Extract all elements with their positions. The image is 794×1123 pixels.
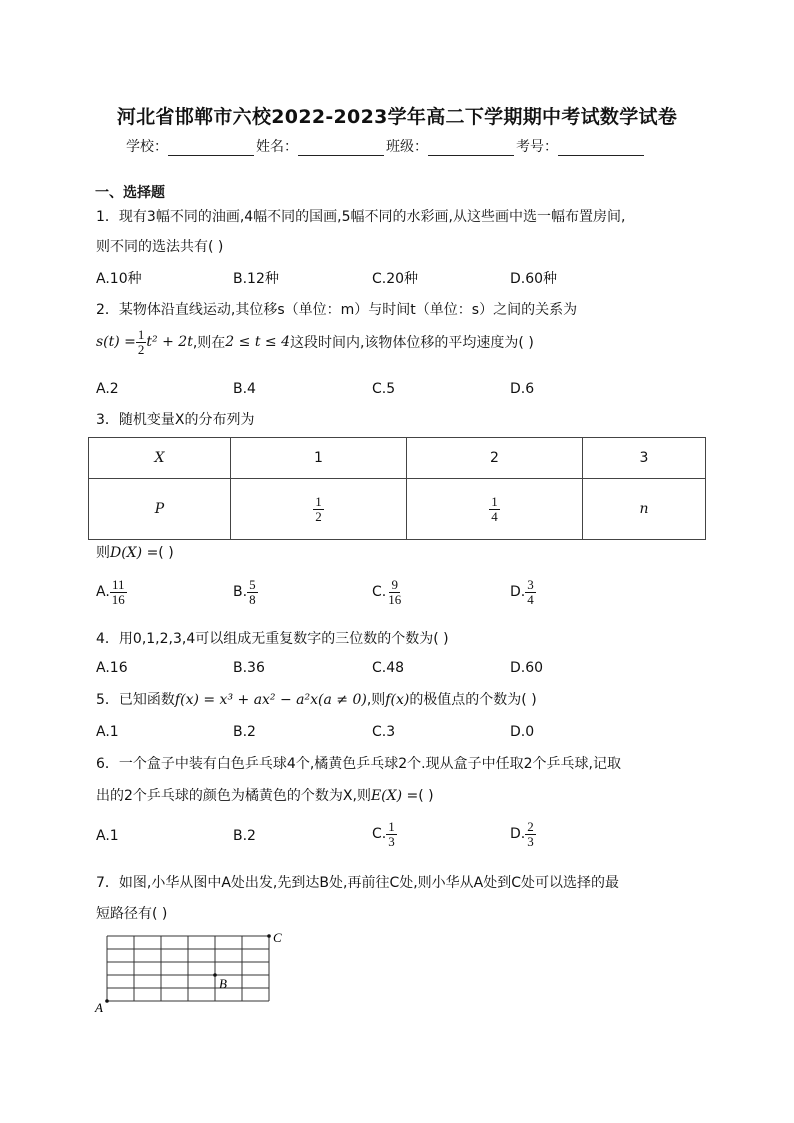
grid-lines [107, 936, 269, 1001]
q3-ask-prefix: 则 [96, 545, 110, 561]
q5-fx: f(x) [385, 692, 410, 708]
q6-option-c [372, 820, 397, 848]
table-row [89, 438, 706, 479]
fraction-numerator: 9 [391, 577, 398, 592]
q5-option-a: A.1 [96, 724, 119, 740]
q5-prefix: 5．已知函数 [96, 692, 175, 708]
p2-fraction [489, 495, 500, 523]
q2-formula-fraction [136, 328, 147, 356]
number-label: 考号： [516, 139, 558, 155]
q5-formula: f(x) = x³ + ax² − a²x(a ≠ 0) [174, 692, 367, 708]
option-letter: D. [510, 826, 526, 843]
q2-option-d: D.6 [510, 381, 535, 397]
q2-formula-prefix: s(t) = [96, 334, 136, 351]
p1-fraction [313, 495, 324, 523]
number-blank [558, 141, 644, 156]
fraction-denominator: 16 [388, 591, 402, 607]
q3-option-c [372, 578, 403, 606]
exam-title: 河北省邯郸市六校2022-2023学年高二下学期期中考试数学试卷 [116, 106, 678, 128]
fraction-denominator: 3 [388, 833, 395, 849]
q2-text-end: 这段时间内,该物体位移的平均速度为( ) [289, 335, 534, 352]
option-fraction [386, 820, 397, 848]
q5-option-c: C.3 [372, 724, 396, 740]
q4-option-c: C.48 [372, 660, 405, 676]
q1-text-line2: 则不同的选法共有( ) [96, 239, 224, 255]
q5-suffix: 的极值点的个数为( ) [409, 692, 537, 708]
class-label: 班级： [386, 139, 428, 155]
path-grid-figure [92, 928, 292, 1018]
option-letter: A. [96, 584, 110, 601]
table-cell: X [89, 438, 231, 479]
q1-option-d: D.60种 [510, 271, 558, 287]
point-c [267, 934, 271, 938]
option-letter: C. [372, 584, 387, 601]
name-blank [298, 141, 384, 156]
q3-option-d [510, 578, 536, 606]
fraction-numerator: 5 [249, 577, 256, 592]
q6-line2-prefix: 出的2个乒乓球的颜色为橘黄色的个数为X,则 [96, 788, 371, 804]
fraction-denominator: 3 [527, 833, 534, 849]
q2-text-line1: 2．某物体沿直线运动,其位移s（单位：m）与时间t（单位：s）之间的关系为 [96, 302, 578, 318]
q6-text-line2 [96, 785, 434, 805]
q1-option-b: B.12种 [233, 271, 279, 287]
fraction-numerator: 1 [491, 493, 498, 509]
q5-mid: ,则 [366, 692, 386, 708]
table-cell: 1 [231, 438, 407, 479]
q4-option-b: B.36 [233, 660, 265, 676]
fraction-denominator: 4 [527, 591, 534, 607]
q6-line2-suffix: ( ) [418, 788, 434, 804]
q5-text-line1 [96, 689, 537, 709]
fraction-numerator: 1 [315, 493, 322, 509]
point-b [213, 973, 217, 977]
q3-option-a [96, 578, 127, 606]
class-blank [428, 141, 514, 156]
q2-option-c: C.5 [372, 381, 396, 397]
table-cell: P [89, 479, 231, 540]
q1-text-line1: 1．现有3幅不同的油画,4幅不同的国画,5幅不同的水彩画,从这些画中选一幅布置房间, [96, 209, 626, 225]
label-a: A [95, 1000, 103, 1015]
label-c: C [273, 930, 282, 945]
q3-ask-math: D(X) = [110, 545, 159, 561]
point-a [105, 999, 109, 1003]
table-cell [231, 479, 407, 540]
table-cell: 3 [583, 438, 706, 479]
school-blank [168, 141, 254, 156]
fraction-numerator: 2 [527, 819, 534, 834]
q4-option-d: D.60 [510, 660, 544, 676]
q2-fraction-numerator: 1 [137, 327, 145, 342]
distribution-table [88, 437, 706, 540]
table-cell [407, 479, 583, 540]
q6-option-a: A.1 [96, 828, 119, 844]
q6-text-line1: 6．一个盒子中装有白色乒乓球4个,橘黄色乒乓球2个.现从盒子中任取2个乒乓球,记取 [96, 756, 621, 772]
fraction-numerator: 11 [112, 577, 125, 592]
option-letter: C. [372, 826, 387, 843]
option-fraction [525, 578, 536, 606]
student-info-row [126, 136, 646, 156]
school-label: 学校： [126, 139, 168, 155]
fraction-numerator: 1 [388, 819, 395, 834]
q2-text-mid: ,则在 [192, 335, 226, 352]
q3-ask-suffix: ( ) [158, 545, 174, 561]
name-label: 姓名： [256, 139, 298, 155]
q4-text-line1: 4．用0,1,2,3,4可以组成无重复数字的三位数的个数为( ) [96, 631, 449, 647]
q3-text-line1: 3．随机变量X的分布列为 [96, 412, 255, 428]
option-letter: D. [510, 584, 526, 601]
fraction-denominator: 16 [111, 591, 125, 607]
option-letter: B. [233, 584, 248, 601]
q3-option-b [233, 578, 258, 606]
q5-option-b: B.2 [233, 724, 256, 740]
label-b: B [219, 976, 227, 991]
q1-option-a: A.10种 [96, 271, 142, 287]
q6-line2-math: E(X) = [370, 788, 419, 804]
q7-text-line1: 7．如图,小华从图中A处出发,先到达B处,再前往C处,则小华从A处到C处可以选择的最 [96, 875, 620, 891]
table-cell: 2 [407, 438, 583, 479]
option-fraction [386, 578, 403, 606]
fraction-numerator: 3 [527, 577, 534, 592]
q2-range: 2 ≤ t ≤ 4 [225, 334, 290, 351]
q2-option-a: A.2 [96, 381, 119, 397]
fraction-denominator: 8 [249, 591, 256, 607]
q7-text-line2: 短路径有( ) [96, 906, 168, 922]
option-fraction [110, 578, 127, 606]
q5-option-d: D.0 [510, 724, 535, 740]
q2-fraction-denominator: 2 [137, 341, 145, 357]
q2-option-b: B.4 [233, 381, 256, 397]
table-row [89, 479, 706, 540]
q6-option-b: B.2 [233, 828, 256, 844]
q3-question [96, 542, 174, 562]
q2-text-line2 [96, 328, 534, 356]
fraction-denominator: 2 [315, 508, 322, 524]
q1-option-c: C.20种 [372, 271, 419, 287]
option-fraction [247, 578, 258, 606]
q2-formula-rest: t² + 2t [146, 334, 193, 351]
table-cell: n [583, 479, 706, 540]
section-title: 一、选择题 [95, 185, 165, 201]
option-fraction [525, 820, 536, 848]
q6-option-d [510, 820, 536, 848]
fraction-denominator: 4 [491, 508, 498, 524]
q4-option-a: A.16 [96, 660, 128, 676]
